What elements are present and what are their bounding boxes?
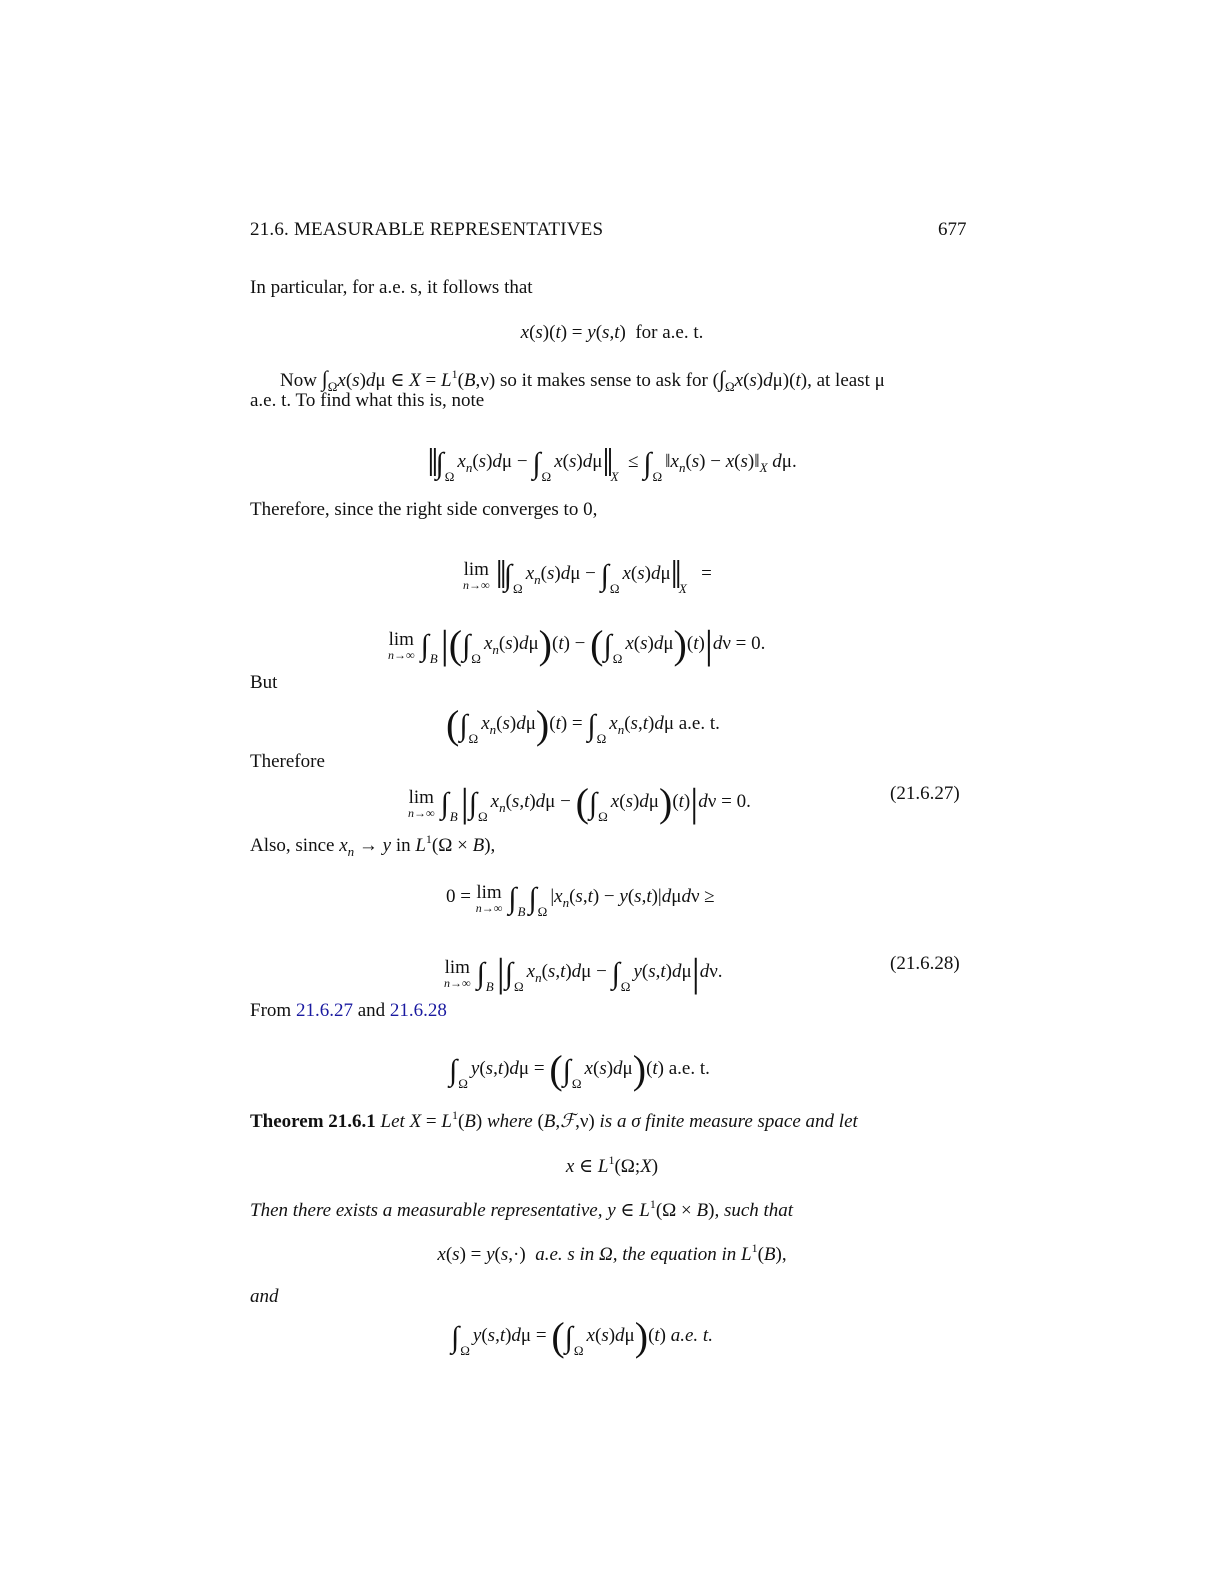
paragraph-1: In particular, for a.e. s, it follows that — [250, 277, 533, 298]
paragraph-2: Now $\int_\Omega x(s)d\mu$ ∈ $X = L^1(B,\nu)$ so it makes sense to ask for $(\int_\Omega x(s)d\mu)(t)$, at least μ — [280, 366, 885, 394]
theorem-and: and — [250, 1286, 279, 1307]
paragraph-also: Also, since $x_n \to y$ in $L^1(\Omega \times B)$, — [250, 832, 496, 859]
paragraph-3: Therefore, since the right side converges to 0, — [250, 499, 598, 520]
but-label: But — [250, 672, 278, 693]
equation-21-6-28: lim n→∞ $\int_B|\int_\Omega x_n(s,t)d\mu - \int_\Omega y(s,t)d\mu|d\nu$. — [444, 950, 723, 995]
ref-link-21-6-28[interactable]: 21.6.28 — [389, 1000, 447, 1021]
equation-number-28: (21.6.28) — [890, 953, 960, 974]
theorem-label: Theorem 21.6.1 — [250, 1111, 376, 1132]
equation-3b: lim n→∞ $\int_B|(\int_\Omega x_n(s)d\mu)(t) - (\int_\Omega x(s)d\mu)(t)|d\nu = 0$. — [388, 622, 766, 667]
equation-6: $\int_\Omega y(s,t)d\mu = (\int_\Omega x(s)d\mu)(t)$ a.e. t. — [449, 1047, 710, 1092]
theorem-equation-2: x(s) = y(s,·) a.e. s in Ω, the equation in $L^1(B)$, — [437, 1241, 787, 1265]
equation-4: $(\int_\Omega x_n(s)d\mu)(t) = \int_\Omega x_n(s,t)d\mu$ a.e. t. — [446, 702, 720, 747]
equation-3a: lim n→∞ $‖\int_\Omega x_n(s)d\mu$ − $\int_\Omega x(s)d\mu‖_X$ = — [463, 552, 712, 597]
ref-link-21-6-27[interactable]: 21.6.27 — [295, 1000, 353, 1021]
theorem-equation-3: $\int_\Omega y(s,t)d\mu = (\int_\Omega x(s)d\mu)(t)$ a.e. t. — [451, 1314, 713, 1359]
equation-number-27: (21.6.27) — [890, 783, 960, 804]
paragraph-from: From 21.6.27 and 21.6.28 — [250, 1000, 447, 1021]
equation-2: $‖\int_\Omega x_n(s)d\mu$ − $\int_\Omega x(s)d\mu‖_X$ ≤ $\int_\Omega‖x_n(s)$ − $x(s)‖_X$ dμ. — [427, 440, 797, 485]
equation-1: x(s)(t) = y(s,t) for a.e. t. — [520, 322, 704, 343]
equation-21-6-27: lim n→∞ $\int_B|\int_\Omega x_n(s,t)d\mu - (\int_\Omega x(s)d\mu)(t)|d\nu = 0$. — [408, 780, 751, 825]
theorem-equation-1: x ∈ $L^1(\Omega;X)$ — [565, 1153, 659, 1177]
page-number: 677 — [938, 219, 967, 240]
paragraph-2-line-2: a.e. t. To find what this is, note — [250, 390, 485, 411]
therefore-label: Therefore — [250, 751, 325, 772]
running-header: 21.6. MEASURABLE REPRESENTATIVES — [250, 219, 604, 240]
equation-5a: 0 = lim n→∞ $\int_B$ $\int_\Omega|x_n(s,t) - y(s,t)|d\mu d\nu$ ≥ — [446, 882, 715, 919]
theorem-then: Then there exists a measurable representative, y ∈ $L^1(\Omega \times B)$, such that — [250, 1197, 794, 1221]
theorem-statement: Theorem 21.6.1 Let $X = L^1(B)$ where (B,ℱ,ν) is a σ finite measure space and let — [250, 1108, 858, 1132]
